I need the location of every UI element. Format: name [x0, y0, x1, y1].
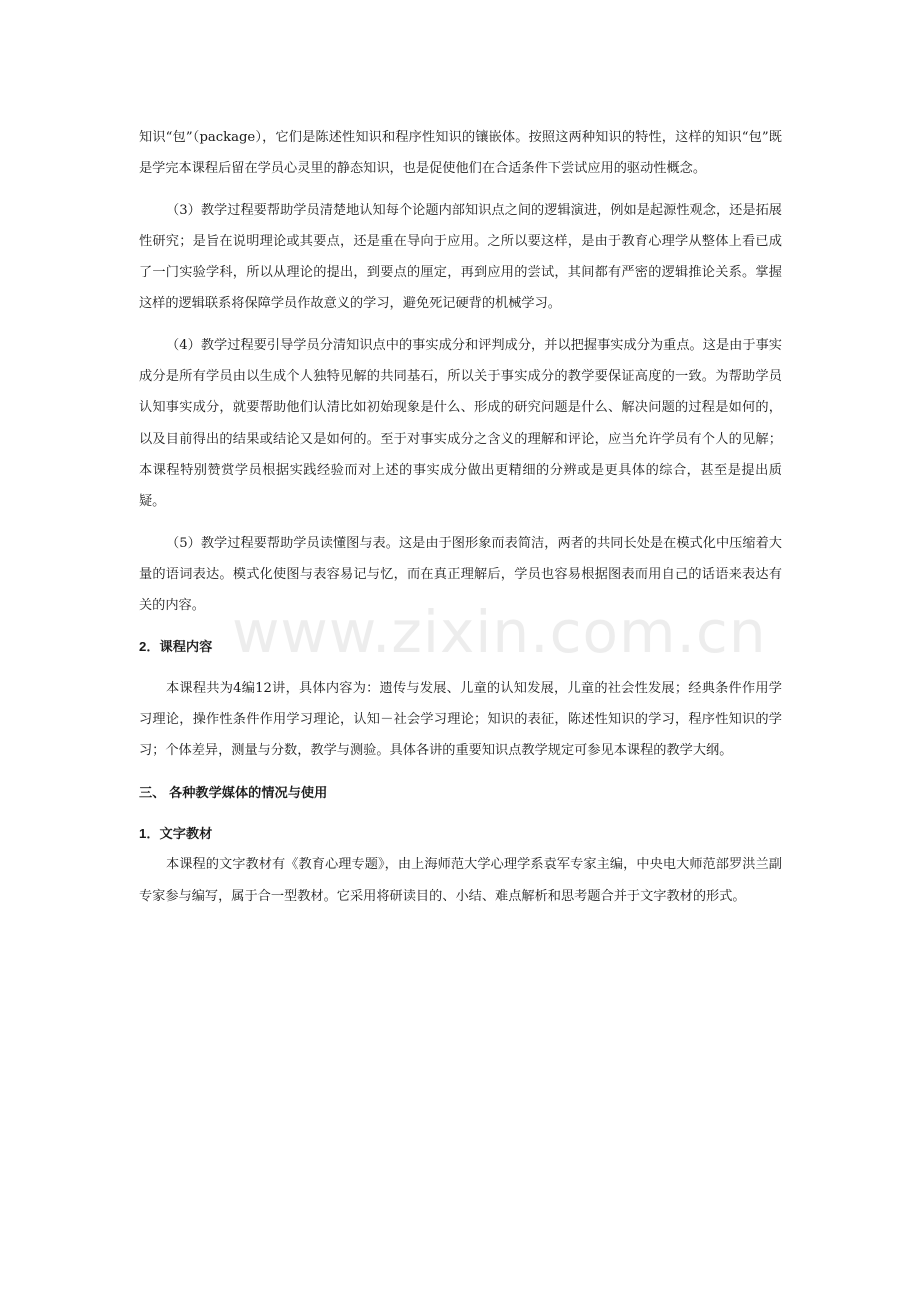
heading-text-materials: 1．文字教材 [139, 825, 213, 841]
paragraph-item-3: （3）教学过程要帮助学员清楚地认知每个论题内部知识点之间的逻辑演进，例如是起源性观念，还是拓展性研究；是旨在说明理论或其要点，还是重在导向于应用。之所以要这样，是由于教育心理学从整体上看已成了一门实验学科，所以从理论的提出，到要点的厘定，再到应用的尝试，其间都有严密的逻辑推论关系。掌握这样的逻辑联系将保障学员作故意义的学习，避免死记硬背的机械学习。 [139, 202, 782, 312]
paragraph-course-content: 本课程共为4编12讲，具体内容为：遗传与发展、儿童的认知发展，儿童的社会性发展；经典条件作用学习理论，操作性条件作用学习理论，认知－社会学习理论；知识的表征，陈述性知识的学习，程序性知识的学习；个体差异，测量与分数，教学与测验。具体各讲的重要知识点教学规定可参见本课程的教学大纲。 [139, 680, 782, 759]
paragraph-item-4: （4）教学过程要引导学员分清知识点中的事实成分和评判成分，并以把握事实成分为重点。这是由于事实成分是所有学员由以生成个人独特见解的共同基石，所以关于事实成分的教学要保证高度的一致。为帮助学员认知事实成分，就要帮助他们认清比如初始现象是什么、形成的研究问题是什么、解决问题的过程是如何的，以及目前得出的结果或结论又是如何的。至于对事实成分之含义的理解和评论，应当允许学员有个人的见解；本课程特别赞赏学员根据实践经验而对上述的事实成分做出更精细的分辨或是更具体的综合，甚至是提出质疑。 [139, 337, 782, 510]
document-page [139, 122, 782, 912]
heading-media-usage: 三、 各种教学媒体的情况与使用 [139, 784, 328, 800]
watermark: www.zixin.com.cn [232, 598, 767, 666]
paragraph-text-materials: 本课程的文字教材有《教育心理专题》，由上海师范大学心理学系袁军专家主编，中央电大师范部罗洪兰副专家参与编写，属于合一型教材。它采用将研读目的、小结、难点解析和思考题合并于文字教材的形式。 [139, 857, 782, 904]
paragraph-knowledge-package: 知识“包”（package），它们是陈述性知识和程序性知识的镶嵌体。按照这两种知识的特性，这样的知识“包”既是学完本课程后留在学员心灵里的静态知识，也是促使他们在合适条件下尝试应用的驱动性概念。 [139, 130, 782, 177]
heading-course-content: 2．课程内容 [139, 639, 213, 655]
paragraph-item-5: （5）教学过程要帮助学员读懂图与表。这是由于图形象而表简洁，两者的共同长处是在模式化中压缩着大量的语词表达。模式化使图与表容易记与忆，而在真正理解后，学员也容易根据图表而用自己的话语来表达有关的内容。 [139, 535, 782, 614]
